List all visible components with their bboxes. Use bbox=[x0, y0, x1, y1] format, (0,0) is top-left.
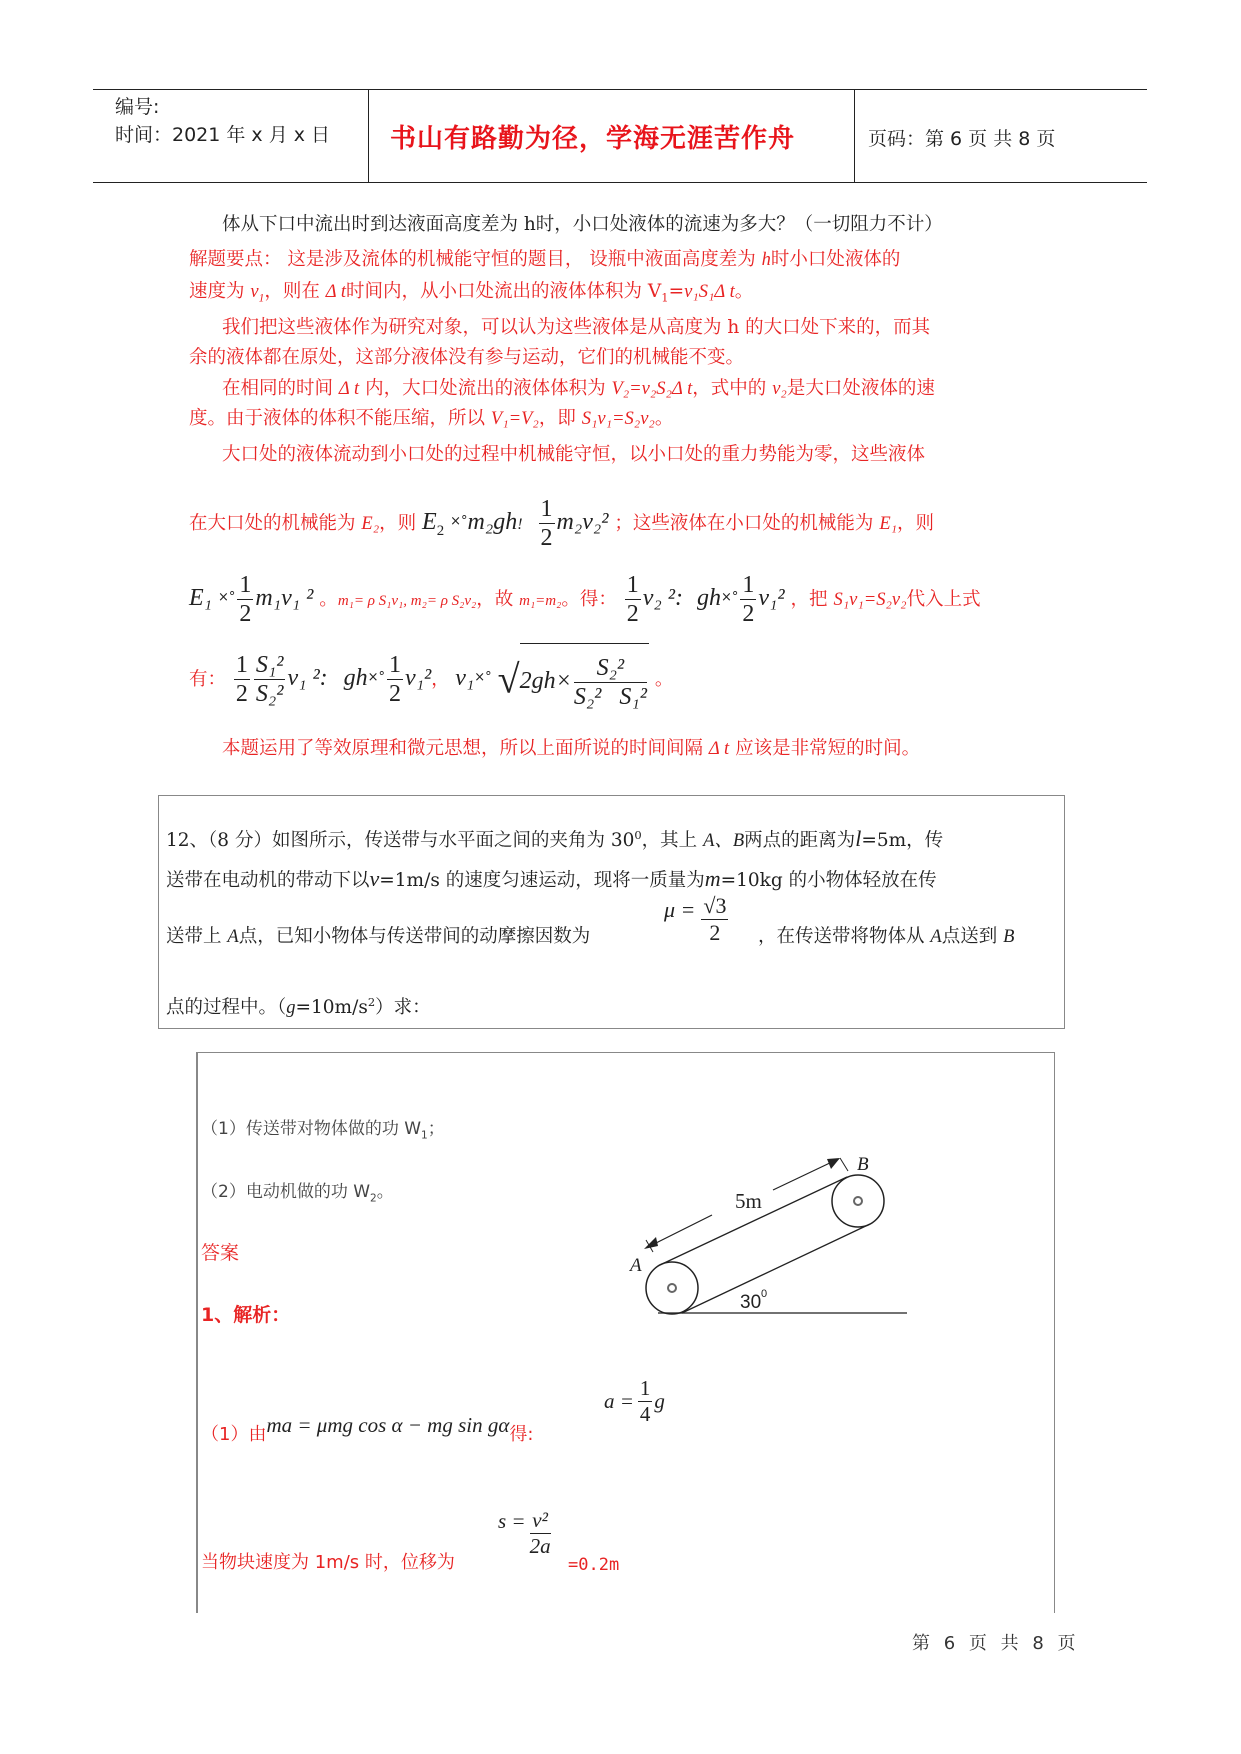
pulley-A bbox=[646, 1262, 698, 1314]
delta-t: Δ t bbox=[338, 379, 360, 399]
header-page-code: 页码：第 6 页 共 8 页 bbox=[868, 128, 1056, 150]
text: （1）传送带对物体做的功 W bbox=[201, 1119, 422, 1139]
var-v: v bbox=[369, 866, 380, 891]
fraction-area-ratio bbox=[254, 653, 286, 706]
header-top-rule bbox=[93, 89, 1147, 90]
formula-masses: m₁= ρ S₁v₁, m₂= ρ S₂v₂ bbox=[337, 593, 477, 609]
question-1 bbox=[201, 1114, 445, 1150]
text: 。得： bbox=[561, 589, 617, 610]
var-m: m bbox=[704, 866, 721, 891]
solution-intro bbox=[189, 245, 900, 275]
solution-final-result bbox=[189, 643, 673, 716]
text: =10m/s bbox=[295, 997, 368, 1019]
var-v1: v₁ bbox=[455, 665, 475, 692]
displacement-value: =0.2m bbox=[568, 1555, 620, 1575]
denominator: 2 bbox=[389, 681, 402, 707]
numerator: 1 bbox=[235, 652, 248, 678]
belt-bottom bbox=[682, 1224, 870, 1313]
text: 点的过程中。（ bbox=[166, 997, 287, 1019]
denominator: 2a bbox=[529, 1534, 551, 1558]
var-E1: E₁ bbox=[879, 514, 898, 534]
text: ，则在 bbox=[264, 281, 326, 302]
term-v1sq: v₁² bbox=[758, 585, 785, 611]
text: 度。由于液体的体积不能压缩，所以 bbox=[189, 408, 491, 429]
delta-t: Δ t bbox=[325, 282, 347, 302]
numerator: √3 bbox=[703, 893, 727, 918]
header-divider-right bbox=[854, 89, 855, 183]
step-1 bbox=[201, 1410, 533, 1450]
angle-degree-superscript: 0 bbox=[761, 1288, 768, 1300]
text: 。 bbox=[376, 1182, 394, 1202]
text: 送带上 bbox=[166, 926, 228, 947]
formula-continuity: S₁v₁=S₂v₂ bbox=[833, 590, 907, 610]
text: 得: bbox=[509, 1424, 534, 1445]
pulley-B-axle bbox=[854, 1197, 862, 1205]
numerator: 1 bbox=[540, 495, 553, 522]
radicand bbox=[520, 643, 649, 716]
text: 。 bbox=[319, 589, 338, 610]
subscript: 1 bbox=[661, 290, 669, 305]
newton-second-law-formula: ma = μmg cos α − mg sin gα bbox=[266, 1413, 510, 1437]
fraction-half bbox=[625, 573, 641, 626]
numerator: 1 bbox=[239, 571, 252, 598]
text: ，在传送带将物体从 bbox=[758, 926, 931, 947]
fraction-quarter bbox=[638, 1378, 653, 1425]
text: ，则 bbox=[897, 513, 935, 534]
solution-conclusion bbox=[222, 734, 920, 764]
denominator: 4 bbox=[639, 1402, 651, 1426]
text: （2）电动机做的功 W bbox=[201, 1182, 371, 1202]
text: 送带在电动机的带动下以 bbox=[166, 870, 370, 891]
text: ，则 bbox=[379, 513, 423, 534]
numerator: 1 bbox=[639, 1376, 651, 1400]
term-m2gh: m₂gh bbox=[467, 509, 518, 535]
denominator: S₂² bbox=[255, 681, 284, 707]
var-g: g bbox=[654, 1389, 665, 1413]
garbled-equals-symbol: ×° bbox=[474, 670, 492, 685]
text: =5m，传 bbox=[861, 830, 944, 852]
delta-t: Δ t bbox=[708, 739, 730, 759]
pulley-A-axle bbox=[668, 1284, 676, 1292]
formula-equal-mass: m₁=m₂ bbox=[519, 593, 562, 609]
displacement-formula bbox=[498, 1510, 553, 1557]
problem-line-3-cont bbox=[758, 922, 1014, 952]
numerator: S₂² bbox=[574, 656, 647, 683]
var-l: l bbox=[855, 826, 862, 852]
problem-line-3 bbox=[166, 922, 590, 952]
dimension-arrow-right bbox=[773, 1161, 834, 1190]
final-velocity-equation bbox=[232, 652, 655, 710]
text: ，其上 bbox=[641, 830, 704, 852]
point-B-label: B bbox=[857, 1154, 869, 1175]
points-AB: A、B bbox=[703, 831, 745, 852]
garbled-equals-symbol: ×° bbox=[720, 590, 739, 605]
term-v2sq: v₂ ²: bbox=[642, 585, 683, 611]
energy-equation-E2 bbox=[422, 495, 614, 551]
numerator: v² bbox=[530, 1510, 551, 1534]
document-date: 时间：2021 年 x 月 x 日 bbox=[115, 124, 331, 146]
numerator: S₁² bbox=[255, 652, 284, 678]
text: 有： bbox=[189, 669, 227, 691]
term-v1sq: v₁ ²: bbox=[287, 665, 328, 692]
text: （1）由 bbox=[201, 1424, 267, 1445]
denominator: 2 bbox=[235, 681, 248, 707]
text: ；这些液体在小口处的机械能为 bbox=[614, 513, 880, 534]
header-bottom-rule bbox=[93, 182, 1147, 183]
acceleration-result bbox=[604, 1378, 665, 1425]
garbled-equals-symbol: ×° bbox=[367, 670, 386, 685]
solution-rest-liquid: 余的液体都在原处，这部分液体没有参与运动，它们的机械能不变。 bbox=[189, 347, 745, 368]
text: 。 bbox=[654, 669, 674, 691]
numerator: 1 bbox=[389, 652, 402, 678]
garbled-equals-symbol: ×° bbox=[218, 590, 236, 605]
term-gh: gh bbox=[343, 665, 368, 692]
arrowhead-right-icon bbox=[827, 1158, 840, 1169]
fraction-half bbox=[234, 653, 250, 706]
answer-label: 答案 bbox=[201, 1242, 240, 1264]
text: 时小口处液体的 bbox=[770, 249, 901, 270]
denominator: 2 bbox=[626, 600, 639, 627]
text: 速度为 bbox=[189, 281, 251, 302]
fraction-half bbox=[387, 653, 403, 706]
denominator: 2 bbox=[540, 524, 553, 551]
var-v2: v₂ bbox=[772, 379, 787, 399]
square-root bbox=[498, 643, 649, 716]
question-2 bbox=[201, 1177, 394, 1213]
solution-incompressible bbox=[189, 404, 673, 434]
point-A: A bbox=[227, 927, 239, 947]
pulley-B bbox=[832, 1175, 884, 1227]
formula: S₁v₁=S₂v₂ bbox=[581, 409, 655, 429]
var-E: E bbox=[422, 509, 437, 535]
var-v: v bbox=[250, 282, 259, 302]
fraction-sqrt3-over-2 bbox=[701, 895, 728, 944]
energy-equation-E1 bbox=[189, 571, 319, 627]
text: 在相同的时间 bbox=[222, 378, 339, 399]
fraction-area bbox=[574, 656, 647, 709]
page-footer: 第 6 页 共 8 页 bbox=[912, 1633, 1080, 1654]
header-motto: 书山有路勤为径，学海无涯苦作舟 bbox=[390, 124, 796, 154]
text: ）求： bbox=[375, 997, 431, 1019]
length-label: 5m bbox=[735, 1189, 762, 1213]
solution-research-object: 我们把这些液体作为研究对象，可以认为这些液体是从高度为 h 的大口处下来的，而其 bbox=[222, 317, 931, 338]
lhs: a = bbox=[604, 1389, 634, 1413]
text: =10kg 的小物体轻放在传 bbox=[720, 870, 937, 891]
denominator: 2 bbox=[239, 600, 252, 627]
dimension-arrow-left bbox=[650, 1215, 712, 1246]
fraction-half bbox=[539, 497, 555, 550]
solution-energy-small-mouth bbox=[189, 568, 981, 631]
numerator: 1 bbox=[742, 571, 755, 598]
text: 本题运用了等效原理和微元思想，所以上面所说的时间间隔 bbox=[222, 738, 709, 759]
point-B: B bbox=[1003, 927, 1015, 947]
text: 在大口处的机械能为 bbox=[189, 513, 362, 534]
friction-coefficient-formula bbox=[664, 895, 730, 944]
var-h: h bbox=[761, 250, 771, 270]
text: 点送到 bbox=[941, 926, 1004, 947]
text: ，即 bbox=[538, 408, 582, 429]
solution-conservation: 大口处的液体流动到小口处的过程中机械能守恒，以小口处的重力势能为零，这些液体 bbox=[222, 444, 926, 465]
var-E1: E₁ bbox=[189, 585, 213, 611]
text: ，式中的 bbox=[692, 378, 773, 399]
text: ， bbox=[431, 669, 450, 690]
problem-line-1 bbox=[166, 820, 943, 856]
subscript: 2 bbox=[436, 522, 445, 539]
text: 。 bbox=[654, 408, 674, 429]
step-2: 当物块速度为 1m/s 时，位移为 bbox=[201, 1552, 455, 1573]
formula: v₁S₁Δ t bbox=[684, 282, 735, 302]
solution-energy-large-mouth bbox=[189, 492, 934, 561]
text: ； bbox=[427, 1119, 445, 1139]
superscript: 2 bbox=[367, 995, 376, 1009]
problem-line-2 bbox=[166, 864, 937, 896]
formula: V₁=V₂ bbox=[490, 409, 539, 429]
header-divider-left bbox=[368, 89, 369, 183]
fraction-half bbox=[740, 573, 756, 626]
point-A: A bbox=[930, 927, 942, 947]
text: 两点的距离为 bbox=[744, 830, 856, 852]
problem-line-4 bbox=[166, 987, 431, 1023]
text: 时间内，从小口处流出的液体体积为 V bbox=[346, 281, 662, 302]
point-A-label: A bbox=[630, 1255, 642, 1276]
text: ，把 bbox=[790, 589, 834, 610]
text: 解题要点： 这是涉及流体的机械能守恒的题目， 设瓶中液面高度差为 bbox=[189, 249, 762, 270]
subscript: 1 bbox=[421, 1129, 428, 1142]
analysis-label: 1、解析： bbox=[201, 1304, 291, 1326]
term-gh: gh bbox=[696, 585, 721, 611]
text: =1m/s 的速度匀速运动，现将一质量为 bbox=[379, 870, 705, 891]
text: 点，已知小物体与传送带间的动摩擦因数为 bbox=[238, 926, 591, 947]
fraction-v2-over-2a bbox=[530, 1510, 551, 1557]
denominator: 2 bbox=[742, 600, 755, 627]
numerator: 1 bbox=[626, 571, 639, 598]
arrowhead-left-icon bbox=[644, 1237, 658, 1249]
conveyor-belt-diagram bbox=[620, 1140, 920, 1340]
garbled-plus-symbol: ! bbox=[517, 516, 523, 533]
question-tail-text: 体从下口中流出时到达液面高度差为 h时，小口处液体的流速为多大？（一切阻力不计） bbox=[222, 214, 943, 235]
subscript: 1 bbox=[258, 292, 265, 305]
denominator: S₂² S₁² bbox=[573, 683, 647, 710]
text: 。 bbox=[734, 281, 754, 302]
term-v1sq: v₁² bbox=[405, 665, 432, 692]
solution-volume-large bbox=[222, 374, 935, 404]
document-number-label: 编号: bbox=[115, 96, 160, 118]
text: ，故 bbox=[476, 589, 520, 610]
solution-volume-small bbox=[189, 277, 753, 314]
term-m1v1sq: m₁v₁ ² bbox=[255, 585, 314, 611]
text: 12、（8 分）如图所示，传送带与水平面之间的夹角为 30 bbox=[166, 830, 635, 852]
lhs: s = bbox=[498, 1509, 526, 1533]
energy-balance-equation bbox=[623, 571, 791, 627]
var-E2: E₂ bbox=[361, 514, 380, 534]
denominator: 2 bbox=[709, 920, 721, 945]
degree-superscript: 0 bbox=[634, 828, 642, 842]
fraction-half bbox=[237, 573, 253, 626]
term-2gh: 2gh× bbox=[519, 668, 572, 694]
term-m2v2sq: m₂v₂² bbox=[556, 509, 609, 535]
text: 代入上式 bbox=[906, 589, 981, 610]
subscript: 2 bbox=[370, 1192, 377, 1205]
mu-label: μ = bbox=[664, 896, 696, 922]
text: 内，大口处流出的液体体积为 bbox=[359, 378, 612, 399]
formula: V₂=v₂S₂Δ t bbox=[611, 379, 693, 399]
angle-label: 30 bbox=[740, 1292, 762, 1313]
text: = bbox=[668, 281, 685, 302]
radical-sign-icon: √ bbox=[497, 656, 520, 702]
var-g: g bbox=[286, 998, 296, 1019]
dimension-tick-B bbox=[840, 1158, 848, 1171]
text: 是大口处液体的速 bbox=[786, 378, 935, 399]
text: 应该是非常短的时间。 bbox=[729, 738, 921, 759]
garbled-equals-symbol: ×° bbox=[450, 514, 468, 529]
